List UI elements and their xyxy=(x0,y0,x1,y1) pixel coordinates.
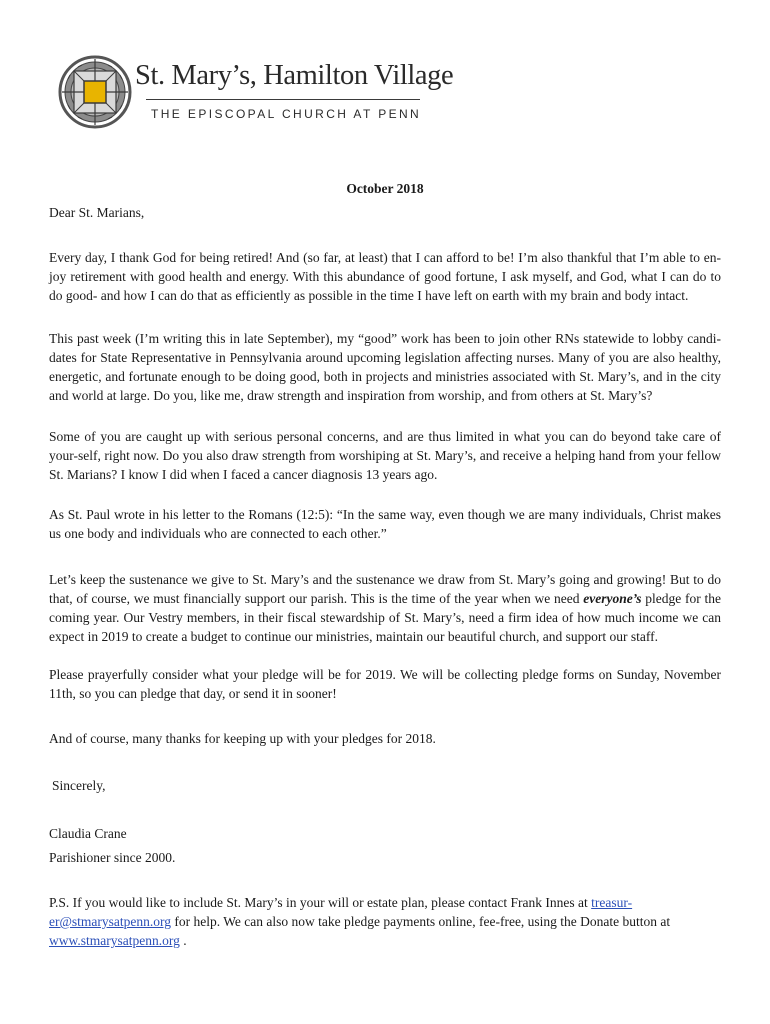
paragraph-5 xyxy=(49,570,721,646)
letterhead xyxy=(58,55,458,130)
signer-title: Parishioner since 2000. xyxy=(49,850,176,865)
postscript-end: . xyxy=(179,933,187,948)
church-subtitle: THE EPISCOPAL CHURCH AT PENN xyxy=(151,107,422,121)
paragraph-6: Please prayerfully consider what your pledge will be for 2019. We will be collecting pledge forms on Sunday, November 11th, so you can pledge that day, or send it in sooner! xyxy=(49,667,721,701)
paragraph-7: And of course, many thanks for keeping up with your pledges for 2018. xyxy=(49,731,436,746)
paragraph-4: As St. Paul wrote in his letter to the Romans (12:5): “In the same way, even though we are many individuals, Christ makes us one body and individuals who are connected to each other.” xyxy=(49,507,721,541)
closing: Sincerely, xyxy=(52,778,106,793)
postscript xyxy=(49,893,721,950)
paragraph-2: This past week (I’m writing this in late September), my “good” work has been to join other RNs statewide to lobby candi-dates for State Representative in Pennsylvania around upcoming legislation affecting nurses. Many of you are also healthy, energetic, and fortunate enough to be doing good, both in projects and ministries associated with St. Mary’s, and in the city and world at large. Do you, like me, draw strength and inspiration from worship, and from others at St. Mary’s? xyxy=(49,331,721,403)
postscript-start: P.S. If you would like to include St. Mary’s in your will or estate plan, please contact Frank Innes at xyxy=(49,895,592,910)
signer-name: Claudia Crane xyxy=(49,826,127,841)
paragraph-1: Every day, I thank God for being retired! And (so far, at least) that I can afford to be! I’m also thankful that I’m able to en-joy retirement with good health and energy. With this abundance of good fortune, I ask myself, and God, what I can do to do good- and how I can do that as efficiently as possible in the time I have left on earth with my brain and body intact. xyxy=(49,250,721,303)
postscript-middle: for help. We can also now take pledge payments online, fee-free, using the Donate button at xyxy=(171,914,671,929)
church-seal-icon xyxy=(58,55,132,129)
salutation: Dear St. Marians, xyxy=(49,205,145,220)
church-name: St. Mary’s, Hamilton Village xyxy=(135,60,454,91)
treasurer-email-link[interactable]: treasur-er@stmarysatpenn.org xyxy=(49,895,633,929)
letter-date: October 2018 xyxy=(346,181,424,196)
paragraph-3: Some of you are caught up with serious personal concerns, and are thus limited in what you can do beyond take care of your-self, right now. Do you also draw strength from worshiping at St. Mary’s, and receive a helping hand from your fellow St. Marians? I know I did when I faced a cancer diagnosis 13 years ago. xyxy=(49,429,721,482)
website-link[interactable]: www.stmarysatpenn.org xyxy=(49,933,180,948)
paragraph-5-emphasis: everyone’s xyxy=(583,591,642,606)
paragraph-5-start: Let’s keep the sustenance we give to St. Mary’s and the sustenance we draw from St. Mary’s going and growing! But to do that, of course, we must financially support our parish. This is the time of the year when we need xyxy=(49,572,721,606)
paragraph-5-end: pledge for the coming year. Our Vestry members, in their fiscal stewardship of St. Mary’s, need a firm idea of how much income we can expect in 2019 to create a budget to continue our ministries, maintain our beautiful church, and support our staff. xyxy=(49,591,721,644)
letterhead-divider xyxy=(146,99,420,100)
